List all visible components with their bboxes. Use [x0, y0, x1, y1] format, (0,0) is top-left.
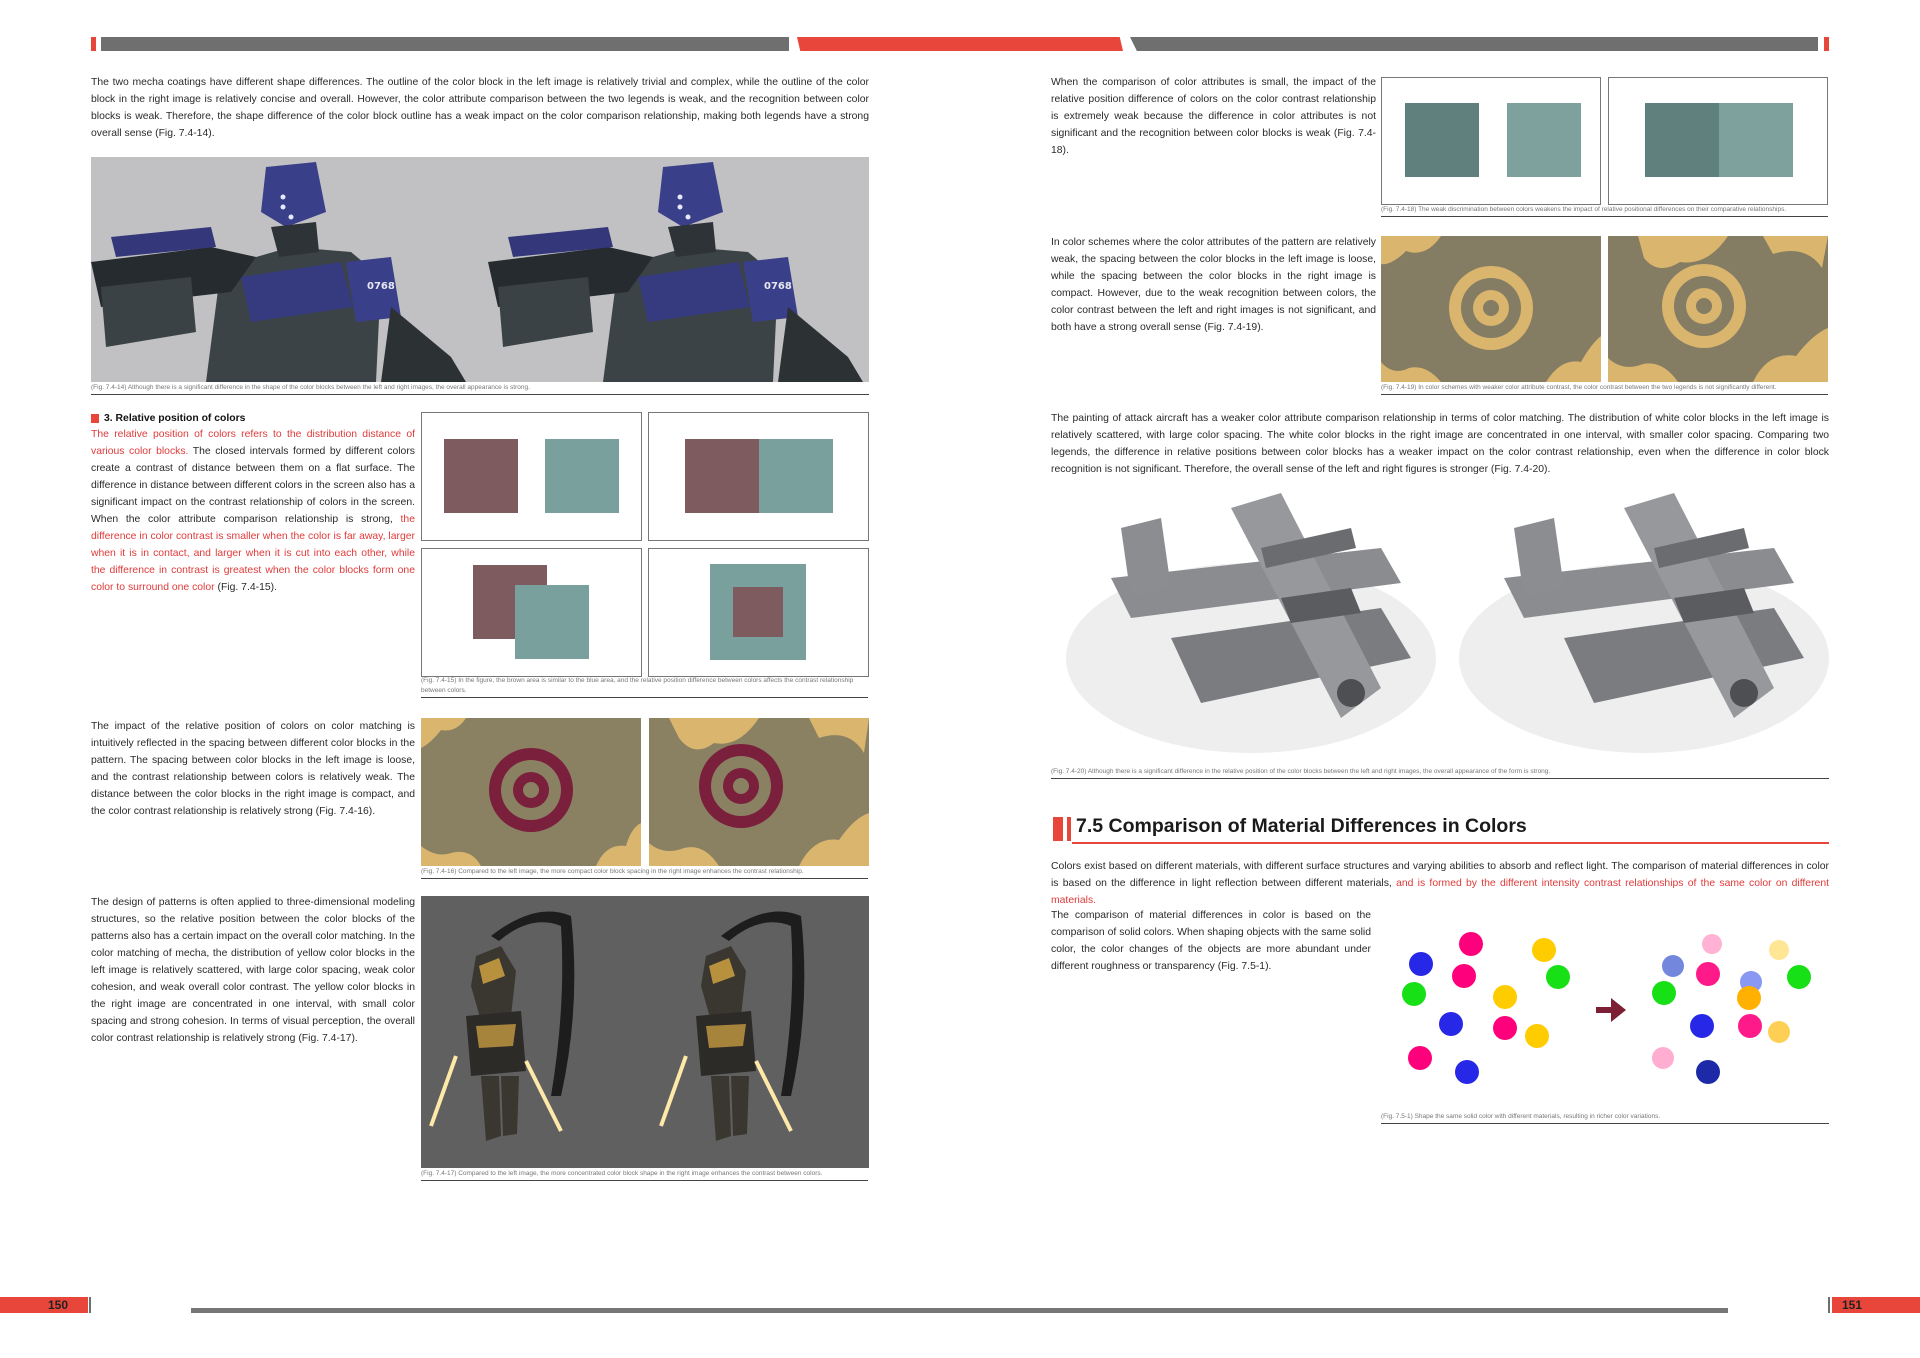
spiral-pattern-compact: [649, 718, 869, 866]
figure-7-4-20: [1051, 488, 1829, 764]
paragraph-fig14: The two mecha coatings have different shape differences. The outline of the color block in the left image is relatively trivial and complex, while the outline of the color block in the right image is relatively concise and overall. However, the color attribute comparison between the two legends is weak, and the recognition between color blocks is weak. Therefore, the shape difference of the color block outline has a weak impact on the color comparison relationship, making both legends have a strong overall sense (Fig. 7.4-14).: [91, 77, 869, 139]
header-bar-right-accent: [1824, 37, 1829, 51]
mecha-badge-right: 0768: [764, 281, 792, 292]
paragraph-75-text: Colors exist based on different materials, with different surface structures and varying abilities to absorb and reflect light. The comparison of material differences in color is based on the difference in light reflection between different materials,: [1051, 861, 1829, 889]
color-balls-illustration: [1381, 910, 1829, 1110]
figure-7-5-1: [1381, 910, 1829, 1110]
paragraph-section3: [91, 426, 415, 596]
section-75-marker-thin: [1067, 817, 1071, 841]
light-teal-block: [1507, 103, 1581, 177]
dark-teal-block: [1645, 103, 1719, 177]
fig15-panel-overlap: [421, 548, 642, 677]
fig15-panel-far: [421, 412, 642, 541]
header-bar-left: [101, 37, 789, 51]
mecha-pair-illustration: [421, 896, 869, 1168]
figure-7-4-17: [421, 896, 869, 1168]
fig15-panel-contact: [648, 412, 869, 541]
header-bar-center-red: [797, 37, 1123, 51]
paragraph-fig17: The design of patterns is often applied to three-dimensional modeling structures, so the relative position between the color blocks of the patterns also has a certain impact on the overall color matching. In the color matching of mecha, the distribution of yellow color blocks in the left image is relatively scattered, with large color spacing, weak color cohesion, and weak overall color contrast. The yellow color blocks in the right image are concentrated in one interval, with small color spacing and strong cohesion. In terms of visual perception, the overall color contrast relationship is relatively strong (Fig. 7.4-17).: [91, 897, 415, 1044]
page-number-right: 151: [1842, 1298, 1863, 1312]
attack-aircraft-illustration: [1051, 488, 1829, 764]
spiral-pattern-loose: [421, 718, 641, 866]
caption-fig17: (Fig. 7.4-17) Compared to the left image, the more concentrated color block shape in the right image enhances the contrast between colors.: [421, 1169, 868, 1181]
section-75-title: 7.5 Comparison of Material Differences in Colors: [1076, 815, 1527, 837]
figure-7-4-16-left: [421, 718, 641, 866]
section3-highlight-1: The relative position of colors refers to the distribution distance of various color blocks.: [91, 429, 415, 457]
section-75-underline: [1072, 842, 1829, 844]
teal-block: [759, 439, 833, 513]
paragraph-fig51: The comparison of material differences in color is based on the comparison of solid colors. When shaping objects with the same solid color, the color changes of the objects are more abundant under different roughness or transparency (Fig. 7.5-1).: [1051, 910, 1371, 972]
paragraph-fig19: In color schemes where the color attributes of the pattern are relatively weak, the spacing between the color blocks in the left image is loose, while the spacing between the color blocks in the right image is compact. However, due to the weak recognition between colors, the color contrast between the left and right images is not significant, and both have a strong overall sense (Fig. 7.4-19).: [1051, 237, 1376, 333]
figure-7-4-19-left: [1381, 236, 1601, 382]
footer-rule: [191, 1308, 1728, 1313]
footer-tick-left: [89, 1297, 91, 1313]
paragraph-75: [1051, 858, 1829, 909]
caption-fig14: (Fig. 7.4-14) Although there is a significant difference in the shape of the color blocks between the left and right images, the overall appearance is strong.: [91, 383, 869, 395]
brown-block: [444, 439, 518, 513]
mecha-badge-left: 0768: [367, 281, 395, 292]
caption-fig15: (Fig. 7.4-15) In the figure, the brown area is similar to the blue area, and the relative position difference between colors affects the contrast relationship between colors.: [421, 676, 868, 698]
section3-text-1: The closed intervals formed by different colors create a contrast of distance between them on a flat surface. The difference in distance between different colors in the screen also has a significant impact on the contrast relationship of colors in the screen. When the color attribute comparison relationship is strong,: [91, 446, 415, 525]
paragraph-fig16: The impact of the relative position of colors on color matching is intuitively reflected in the spacing between different color blocks in the pattern. The spacing between color blocks in the left image is loose, and the contrast relationship between colors is relatively weak. The distance between the color blocks in the right image is compact, and the color contrast relationship is relatively strong (Fig. 7.4-16).: [91, 721, 415, 817]
fig18-panel-contact: [1608, 77, 1828, 205]
light-teal-block: [1719, 103, 1793, 177]
dark-teal-block: [1405, 103, 1479, 177]
paragraph-fig18: When the comparison of color attributes is small, the impact of the relative position difference of colors on the color contrast relationship is extremely weak because the difference in color attributes is not significant and the recognition between color blocks is weak (Fig. 7.4-18).: [1051, 77, 1376, 156]
spiral-pattern-loose-muted: [1381, 236, 1601, 382]
brown-block: [685, 439, 759, 513]
arrow-right-icon: [1596, 998, 1626, 1022]
section3-text-2: (Fig. 7.4-15).: [214, 582, 277, 593]
caption-fig19: (Fig. 7.4-19) In color schemes with weaker color attribute contrast, the color contrast between the two legends is not significantly different.: [1381, 383, 1828, 395]
fig18-panel-separate: [1381, 77, 1601, 205]
section-marker: [91, 414, 99, 423]
header-bar-right: [1130, 37, 1818, 51]
page-number-left: 150: [48, 1298, 69, 1312]
teal-block: [545, 439, 619, 513]
mecha-illustration: [91, 157, 869, 382]
figure-7-4-14: [91, 157, 869, 382]
section-heading-relative-position: 3. Relative position of colors: [104, 413, 246, 424]
figure-7-4-16-right: [649, 718, 869, 866]
footer-tick-right: [1828, 1297, 1830, 1313]
teal-block: [515, 585, 589, 659]
paragraph-fig20: The painting of attack aircraft has a weaker color attribute comparison relationship in terms of color matching. The distribution of white color blocks in the left image is relatively scattered, with large color spacing. The white color blocks in the right image are concentrated in one interval, with smaller color spacing. Comparing two legends, the difference in relative positions between color blocks has a weaker impact on the color contrast relationship, even when the difference in color block recognition is not significant. Therefore, the overall sense of the left and right figures is stronger (Fig. 7.4-20).: [1051, 413, 1829, 475]
caption-fig51: (Fig. 7.5-1) Shape the same solid color with different materials, resulting in richer color variations.: [1381, 1112, 1829, 1124]
page-number-left-tab: [0, 1297, 88, 1313]
caption-fig18: (Fig. 7.4-18) The weak discrimination between colors weakens the impact of relative positional differences on their comparative relationships.: [1381, 205, 1828, 217]
fig15-panel-surround: [648, 548, 869, 677]
figure-7-4-19-right: [1608, 236, 1828, 382]
caption-fig16: (Fig. 7.4-16) Compared to the left image, the more compact color block spacing in the right image enhances the contrast relationship.: [421, 867, 868, 879]
spiral-pattern-compact-muted: [1608, 236, 1828, 382]
brown-block: [733, 587, 783, 637]
caption-fig20: (Fig. 7.4-20) Although there is a significant difference in the relative position of the color blocks between the left and right images, the overall appearance of the form is strong.: [1051, 767, 1829, 779]
paragraph-75-highlight: and is formed by the different intensity contrast relationships of the same color on different materials.: [1051, 878, 1829, 906]
section-75-marker: [1053, 817, 1063, 841]
section3-highlight-2: the difference in color contrast is smaller when the color is far away, larger when it is in contact, and larger when it is cut into each other, while the difference in contrast is greatest when the color blocks form one color to surround one color: [91, 514, 415, 593]
header-bar-left-accent: [91, 37, 96, 51]
